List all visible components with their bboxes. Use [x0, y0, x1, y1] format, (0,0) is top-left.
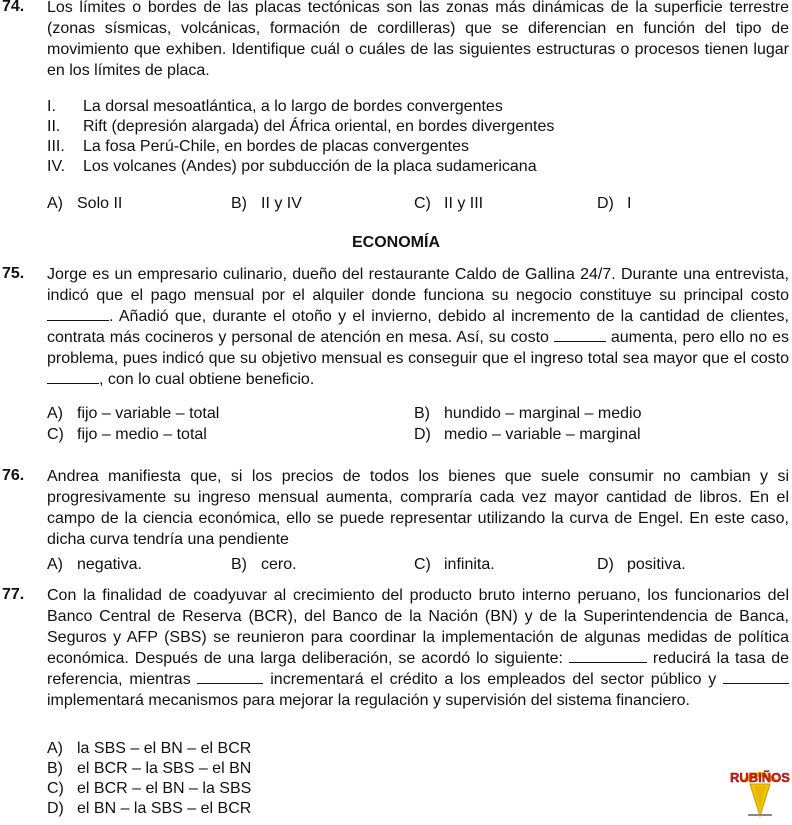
option-letter: B) [231, 195, 247, 212]
option-letter: C) [47, 426, 64, 443]
question-number-74: 74. [2, 0, 25, 15]
option-76-a[interactable] [47, 555, 142, 575]
option-text: el BCR – la SBS – el BN [77, 760, 252, 777]
statement-i [47, 97, 503, 117]
text-segment: Jorge es un empresario culinario, dueño del restaurante Caldo de Gallina 24/7. Durante una entrevista, indicó que el pago mensual por el alquiler donde funciona su negocio constituye su principal costo [47, 266, 789, 304]
option-letter: D) [47, 800, 64, 817]
answer-blank [569, 648, 647, 663]
option-77-a[interactable] [47, 739, 251, 759]
statement-roman: I. [47, 98, 56, 115]
text-segment: . Añadió que, durante el otoño y el invierno, debido al incremento de la cantidad de clientes, contrata más cocineros y personal de atención en mesa. Así, su costo [47, 308, 789, 346]
statement-text: La dorsal mesoatlántica, a lo largo de bordes convergentes [83, 98, 503, 115]
statement-roman: IV. [47, 158, 66, 175]
option-letter: D) [414, 426, 431, 443]
option-76-b[interactable] [231, 555, 297, 575]
option-letter: B) [414, 405, 430, 422]
option-text: el BCR – el BN – la SBS [77, 780, 252, 797]
logo-underline [748, 814, 772, 816]
statement-text: La fosa Perú-Chile, en bordes de placas convergentes [83, 138, 470, 155]
option-text: II y IV [261, 195, 302, 212]
option-74-d[interactable] [597, 194, 631, 214]
option-text: positiva. [627, 556, 686, 573]
statement-iii [47, 137, 469, 157]
question-75-text [47, 264, 789, 390]
option-letter: A) [47, 556, 63, 573]
option-77-b[interactable] [47, 759, 251, 779]
text-segment: implementará mecanismos para mejorar la regulación y supervisión del sistema financiero. [47, 692, 690, 709]
option-letter: D) [597, 556, 614, 573]
answer-blank [47, 306, 109, 321]
text-segment: reducirá la tasa de referencia, mientras [47, 650, 790, 688]
text-segment: , con lo cual obtiene beneficio. [99, 371, 315, 388]
statement-roman: II. [47, 118, 61, 135]
question-77-text [47, 585, 789, 711]
option-letter: A) [47, 405, 63, 422]
option-75-a[interactable] [47, 404, 219, 424]
option-text: II y III [444, 195, 484, 212]
option-text: negativa. [77, 556, 142, 573]
text-segment: Con la finalidad de coadyuvar al crecimiento del producto bruto interno peruano, los funcionarios del Banco Central de Reserva (BCR), del Banco de la Nación (BN) y de la Superintendencia de Banca, Seguros y AFP (SBS) se reunieron para coordinar la implementación de algunas medidas de política económica. Después de una larga deliberación, se acordó lo siguiente: [47, 587, 789, 667]
question-number-77: 77. [2, 586, 25, 603]
option-text: infinita. [444, 556, 495, 573]
option-letter: C) [47, 780, 64, 797]
answer-blank [47, 369, 99, 384]
rubinos-logo [728, 760, 792, 820]
option-77-d[interactable] [47, 799, 251, 819]
option-letter: C) [414, 195, 431, 212]
statement-text: Rift (depresión alargada) del África oriental, en bordes divergentes [83, 118, 555, 135]
statement-iv [47, 157, 537, 177]
option-text: fijo – variable – total [77, 405, 220, 422]
statement-ii [47, 117, 554, 137]
option-text: medio – variable – marginal [444, 426, 641, 443]
option-76-d[interactable] [597, 555, 686, 575]
option-76-c[interactable] [414, 555, 495, 575]
option-text: cero. [261, 556, 297, 573]
question-74-text: Los límites o bordes de las placas tectónicas son las zonas más dinámicas de la superficie terrestre (zonas sísmicas, volcánicas, formación de cordilleras) que se diferencian en función del tipo de movimiento que exhiben. Identifique cuál o cuáles de las siguientes estructuras o procesos tienen lugar en los límites de placa. [47, 0, 789, 79]
option-text: el BN – la SBS – el BCR [77, 800, 252, 817]
statement-roman: III. [47, 138, 65, 155]
option-text: I [627, 195, 632, 212]
question-number-75: 75. [2, 265, 25, 282]
option-74-c[interactable] [414, 194, 483, 214]
section-title: ECONOMÍA [352, 234, 440, 251]
option-letter: A) [47, 195, 63, 212]
option-text: fijo – medio – total [77, 426, 207, 443]
question-76-text: Andrea manifiesta que, si los precios de todos los bienes que suele consumir no cambian y si progresivamente su ingreso mensual aumenta, compraría cada vez mayor cantidad de libros. En el campo de la ciencia económica, ello se puede representar utilizando la curva de Engel. En este caso, dicha curva tendría una pendiente [47, 468, 789, 548]
text-segment: aumenta, pero ello no es problema, pues indicó que su objetivo mensual es conseguir que el ingreso total sea mayor que el costo [47, 329, 790, 367]
option-letter: B) [231, 556, 247, 573]
option-75-c[interactable] [47, 425, 207, 445]
option-75-b[interactable] [414, 404, 641, 424]
option-text: Solo II [77, 195, 123, 212]
option-text: la SBS – el BN – el BCR [77, 740, 252, 757]
answer-blank [723, 669, 789, 684]
option-letter: B) [47, 760, 63, 777]
question-number-76: 76. [2, 467, 25, 484]
answer-blank [554, 327, 606, 342]
statement-text: Los volcanes (Andes) por subducción de la placa sudamericana [83, 158, 537, 175]
logo-graphic [728, 760, 792, 820]
text-segment: incrementará el crédito a los empleados del sector público y [263, 671, 724, 688]
option-75-d[interactable] [414, 425, 641, 445]
option-74-a[interactable] [47, 194, 122, 214]
option-letter: A) [47, 740, 63, 757]
option-text: hundido – marginal – medio [444, 405, 642, 422]
answer-blank [197, 669, 263, 684]
option-74-b[interactable] [231, 194, 302, 214]
option-77-c[interactable] [47, 779, 251, 799]
option-letter: D) [597, 195, 614, 212]
option-letter: C) [414, 556, 431, 573]
logo-text: RUBIÑOS [730, 770, 790, 785]
